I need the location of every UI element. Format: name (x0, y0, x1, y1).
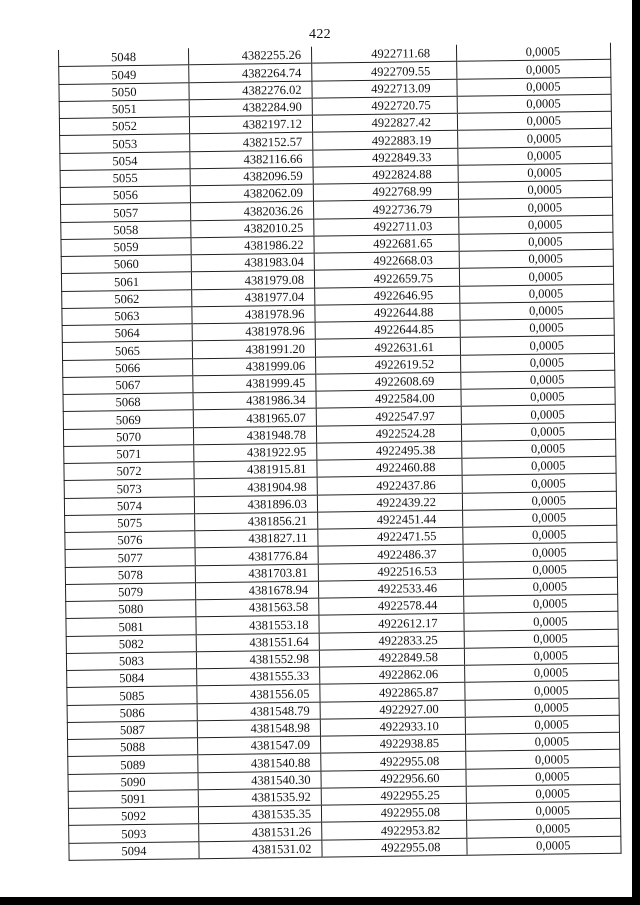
tolerance-cell: 0,0005 (463, 560, 617, 579)
tolerance-cell: 0,0005 (465, 680, 619, 699)
point-number-cell: 5072 (64, 462, 194, 481)
tolerance-cell: 0,0005 (466, 767, 620, 786)
point-number-cell: 5062 (62, 289, 192, 308)
y-coordinate-cell: 4922524.28 (316, 424, 461, 443)
point-number-cell: 5049 (59, 65, 189, 84)
x-coordinate-cell: 4381948.78 (193, 426, 316, 445)
point-number-cell: 5071 (64, 445, 194, 464)
x-coordinate-cell: 4381563.58 (196, 598, 319, 617)
x-coordinate-cell: 4382284.90 (189, 98, 312, 117)
point-number-cell: 5052 (59, 117, 189, 136)
point-number-cell: 5061 (61, 272, 191, 291)
x-coordinate-cell: 4381548.79 (197, 702, 320, 721)
tolerance-cell: 0,0005 (463, 508, 617, 527)
tolerance-cell: 0,0005 (460, 301, 614, 320)
y-coordinate-cell: 4922862.06 (320, 665, 465, 684)
point-number-cell: 5076 (65, 531, 195, 550)
y-coordinate-cell: 4922659.75 (314, 269, 459, 288)
y-coordinate-cell: 4922533.46 (318, 579, 463, 598)
point-number-cell: 5086 (67, 703, 197, 722)
x-coordinate-cell: 4381983.04 (191, 253, 314, 272)
x-coordinate-cell: 4381986.22 (191, 236, 314, 255)
x-coordinate-cell: 4381556.05 (197, 684, 320, 703)
point-number-cell: 5064 (62, 324, 192, 343)
x-coordinate-cell: 4381991.20 (192, 339, 315, 358)
x-coordinate-cell: 4382255.26 (188, 47, 311, 65)
y-coordinate-cell: 4922631.61 (315, 338, 460, 357)
point-number-cell: 5054 (60, 151, 190, 170)
y-coordinate-cell: 4922849.58 (319, 648, 464, 667)
tolerance-cell: 0,0005 (466, 784, 620, 803)
y-coordinate-cell: 4922736.79 (314, 200, 459, 219)
tolerance-cell: 0,0005 (464, 611, 618, 630)
point-number-cell: 5092 (68, 807, 198, 826)
scan-border-right (632, 0, 640, 905)
y-coordinate-cell: 4922827.42 (312, 113, 457, 132)
y-coordinate-cell: 4922955.25 (321, 786, 466, 805)
y-coordinate-cell: 4922711.03 (314, 217, 459, 236)
x-coordinate-cell: 4381986.34 (193, 391, 316, 410)
tolerance-cell: 0,0005 (458, 129, 612, 148)
y-coordinate-cell: 4922955.08 (322, 838, 467, 857)
x-coordinate-cell: 4381904.98 (194, 477, 317, 496)
tolerance-cell: 0,0005 (465, 698, 619, 717)
tolerance-cell: 0,0005 (467, 836, 621, 855)
point-number-cell: 5089 (68, 755, 198, 774)
x-coordinate-cell: 4381548.98 (197, 719, 320, 738)
x-coordinate-cell: 4381540.88 (198, 753, 321, 772)
y-coordinate-cell: 4922955.08 (321, 803, 466, 822)
y-coordinate-cell: 4922720.75 (312, 96, 457, 115)
tolerance-cell: 0,0005 (458, 180, 612, 199)
x-coordinate-cell: 4381540.30 (198, 771, 321, 790)
y-coordinate-cell: 4922578.44 (319, 596, 464, 615)
tolerance-cell: 0,0005 (462, 439, 616, 458)
x-coordinate-cell: 4382152.57 (190, 132, 313, 151)
tolerance-cell: 0,0005 (464, 629, 618, 648)
x-coordinate-cell: 4382096.59 (190, 167, 313, 186)
point-number-cell: 5088 (68, 738, 198, 757)
scan-border-bottom (0, 897, 640, 905)
x-coordinate-cell: 4381552.98 (196, 650, 319, 669)
point-number-cell: 5070 (63, 427, 193, 446)
x-coordinate-cell: 4381978.96 (192, 322, 315, 341)
point-number-cell: 5094 (69, 841, 199, 860)
y-coordinate-cell: 4922711.68 (311, 45, 456, 64)
tolerance-cell: 0,0005 (463, 542, 617, 561)
tolerance-cell: 0,0005 (459, 232, 613, 251)
tolerance-cell: 0,0005 (466, 801, 620, 820)
point-number-cell: 5068 (63, 393, 193, 412)
point-number-cell: 5067 (63, 376, 193, 395)
tolerance-cell: 0,0005 (466, 749, 620, 768)
x-coordinate-cell: 4381922.95 (194, 443, 317, 462)
x-coordinate-cell: 4381827.11 (195, 529, 318, 548)
y-coordinate-cell: 4922713.09 (312, 79, 457, 98)
tolerance-cell: 0,0005 (458, 146, 612, 165)
y-coordinate-cell: 4922833.25 (319, 631, 464, 650)
y-coordinate-cell: 4922849.33 (313, 148, 458, 167)
x-coordinate-cell: 4381547.09 (198, 736, 321, 755)
y-coordinate-cell: 4922495.38 (317, 441, 462, 460)
tolerance-cell: 0,0005 (462, 491, 616, 510)
tolerance-cell: 0,0005 (458, 163, 612, 182)
x-coordinate-cell: 4381551.64 (196, 633, 319, 652)
point-number-cell: 5063 (62, 307, 192, 326)
point-number-cell: 5079 (65, 582, 195, 601)
point-number-cell: 5090 (68, 772, 198, 791)
x-coordinate-cell: 4381896.03 (194, 495, 317, 514)
y-coordinate-cell: 4922768.99 (313, 182, 458, 201)
tolerance-cell: 0,0005 (461, 422, 615, 441)
coordinate-table (58, 43, 622, 861)
y-coordinate-cell: 4922709.55 (312, 62, 457, 81)
y-coordinate-cell: 4922460.88 (317, 458, 462, 477)
tolerance-cell: 0,0005 (461, 370, 615, 389)
x-coordinate-cell: 4381979.08 (191, 270, 314, 289)
y-coordinate-cell: 4922608.69 (316, 372, 461, 391)
tolerance-cell: 0,0005 (456, 43, 610, 62)
y-coordinate-cell: 4922644.85 (315, 320, 460, 339)
x-coordinate-cell: 4381977.04 (192, 288, 315, 307)
point-number-cell: 5075 (65, 514, 195, 533)
x-coordinate-cell: 4382276.02 (189, 81, 312, 100)
x-coordinate-cell: 4381999.45 (193, 374, 316, 393)
point-number-cell: 5051 (59, 100, 189, 119)
y-coordinate-cell: 4922619.52 (316, 355, 461, 374)
tolerance-cell: 0,0005 (462, 473, 616, 492)
y-coordinate-cell: 4922516.53 (318, 562, 463, 581)
x-coordinate-cell: 4381776.84 (195, 546, 318, 565)
tolerance-cell: 0,0005 (459, 249, 613, 268)
x-coordinate-cell: 4382062.09 (190, 184, 313, 203)
y-coordinate-cell: 4922938.85 (321, 734, 466, 753)
coordinate-table-sheet (58, 43, 621, 861)
point-number-cell: 5055 (60, 169, 190, 188)
x-coordinate-cell: 4381531.26 (199, 822, 322, 841)
x-coordinate-cell: 4381535.92 (198, 788, 321, 807)
point-number-cell: 5056 (60, 186, 190, 205)
y-coordinate-cell: 4922584.00 (316, 389, 461, 408)
y-coordinate-cell: 4922824.88 (313, 165, 458, 184)
x-coordinate-cell: 4381678.94 (195, 581, 318, 600)
y-coordinate-cell: 4922927.00 (320, 700, 465, 719)
tolerance-cell: 0,0005 (460, 318, 614, 337)
y-coordinate-cell: 4922646.95 (315, 286, 460, 305)
point-number-cell: 5078 (65, 565, 195, 584)
tolerance-cell: 0,0005 (465, 663, 619, 682)
point-number-cell: 5080 (66, 600, 196, 619)
y-coordinate-cell: 4922668.03 (314, 251, 459, 270)
tolerance-cell: 0,0005 (462, 456, 616, 475)
y-coordinate-cell: 4922933.10 (320, 717, 465, 736)
tolerance-cell: 0,0005 (461, 353, 615, 372)
y-coordinate-cell: 4922953.82 (322, 820, 467, 839)
coordinate-table-body (58, 43, 621, 860)
x-coordinate-cell: 4381915.81 (194, 460, 317, 479)
y-coordinate-cell: 4922956.60 (321, 769, 466, 788)
tolerance-cell: 0,0005 (457, 111, 611, 130)
x-coordinate-cell: 4381531.02 (199, 840, 322, 859)
y-coordinate-cell: 4922486.37 (318, 544, 463, 563)
point-number-cell: 5060 (61, 255, 191, 274)
y-coordinate-cell: 4922612.17 (319, 613, 464, 632)
point-number-cell: 5093 (69, 824, 199, 843)
tolerance-cell: 0,0005 (467, 818, 621, 837)
tolerance-cell: 0,0005 (461, 387, 615, 406)
x-coordinate-cell: 4382116.66 (190, 150, 313, 169)
x-coordinate-cell: 4381856.21 (195, 512, 318, 531)
tolerance-cell: 0,0005 (458, 198, 612, 217)
y-coordinate-cell: 4922644.88 (315, 303, 460, 322)
point-number-cell: 5058 (61, 220, 191, 239)
tolerance-cell: 0,0005 (465, 715, 619, 734)
point-number-cell: 5084 (67, 669, 197, 688)
point-number-cell: 5091 (68, 789, 198, 808)
tolerance-cell: 0,0005 (459, 266, 613, 285)
y-coordinate-cell: 4922451.44 (318, 510, 463, 529)
x-coordinate-cell: 4381978.96 (192, 305, 315, 324)
tolerance-cell: 0,0005 (464, 594, 618, 613)
y-coordinate-cell: 4922437.86 (317, 475, 462, 494)
x-coordinate-cell: 4382197.12 (189, 115, 312, 134)
x-coordinate-cell: 4382264.74 (189, 63, 312, 82)
y-coordinate-cell: 4922865.87 (320, 682, 465, 701)
point-number-cell: 5083 (66, 651, 196, 670)
point-number-cell: 5050 (59, 82, 189, 101)
tolerance-cell: 0,0005 (457, 77, 611, 96)
point-number-cell: 5057 (61, 203, 191, 222)
tolerance-cell: 0,0005 (457, 94, 611, 113)
point-number-cell: 5053 (60, 134, 190, 153)
tolerance-cell: 0,0005 (460, 284, 614, 303)
x-coordinate-cell: 4382036.26 (191, 201, 314, 220)
point-number-cell: 5048 (58, 48, 188, 66)
y-coordinate-cell: 4922547.97 (316, 407, 461, 426)
tolerance-cell: 0,0005 (463, 525, 617, 544)
tolerance-cell: 0,0005 (459, 215, 613, 234)
x-coordinate-cell: 4381965.07 (193, 408, 316, 427)
point-number-cell: 5074 (64, 496, 194, 515)
tolerance-cell: 0,0005 (460, 335, 614, 354)
point-number-cell: 5065 (62, 341, 192, 360)
x-coordinate-cell: 4381535.35 (198, 805, 321, 824)
tolerance-cell: 0,0005 (457, 60, 611, 79)
x-coordinate-cell: 4381553.18 (196, 615, 319, 634)
y-coordinate-cell: 4922681.65 (314, 234, 459, 253)
tolerance-cell: 0,0005 (465, 732, 619, 751)
tolerance-cell: 0,0005 (464, 646, 618, 665)
point-number-cell: 5059 (61, 238, 191, 257)
point-number-cell: 5073 (64, 479, 194, 498)
y-coordinate-cell: 4922955.08 (321, 751, 466, 770)
y-coordinate-cell: 4922883.19 (313, 131, 458, 150)
point-number-cell: 5077 (65, 548, 195, 567)
page-number: 422 (309, 27, 331, 42)
x-coordinate-cell: 4381999.06 (193, 357, 316, 376)
x-coordinate-cell: 4381555.33 (197, 667, 320, 686)
point-number-cell: 5066 (63, 358, 193, 377)
point-number-cell: 5082 (66, 634, 196, 653)
tolerance-cell: 0,0005 (461, 404, 615, 423)
point-number-cell: 5081 (66, 617, 196, 636)
point-number-cell: 5085 (67, 686, 197, 705)
x-coordinate-cell: 4382010.25 (191, 219, 314, 238)
x-coordinate-cell: 4381703.81 (195, 564, 318, 583)
point-number-cell: 5069 (63, 410, 193, 429)
tolerance-cell: 0,0005 (463, 577, 617, 596)
y-coordinate-cell: 4922439.22 (317, 493, 462, 512)
point-number-cell: 5087 (67, 720, 197, 739)
y-coordinate-cell: 4922471.55 (318, 527, 463, 546)
